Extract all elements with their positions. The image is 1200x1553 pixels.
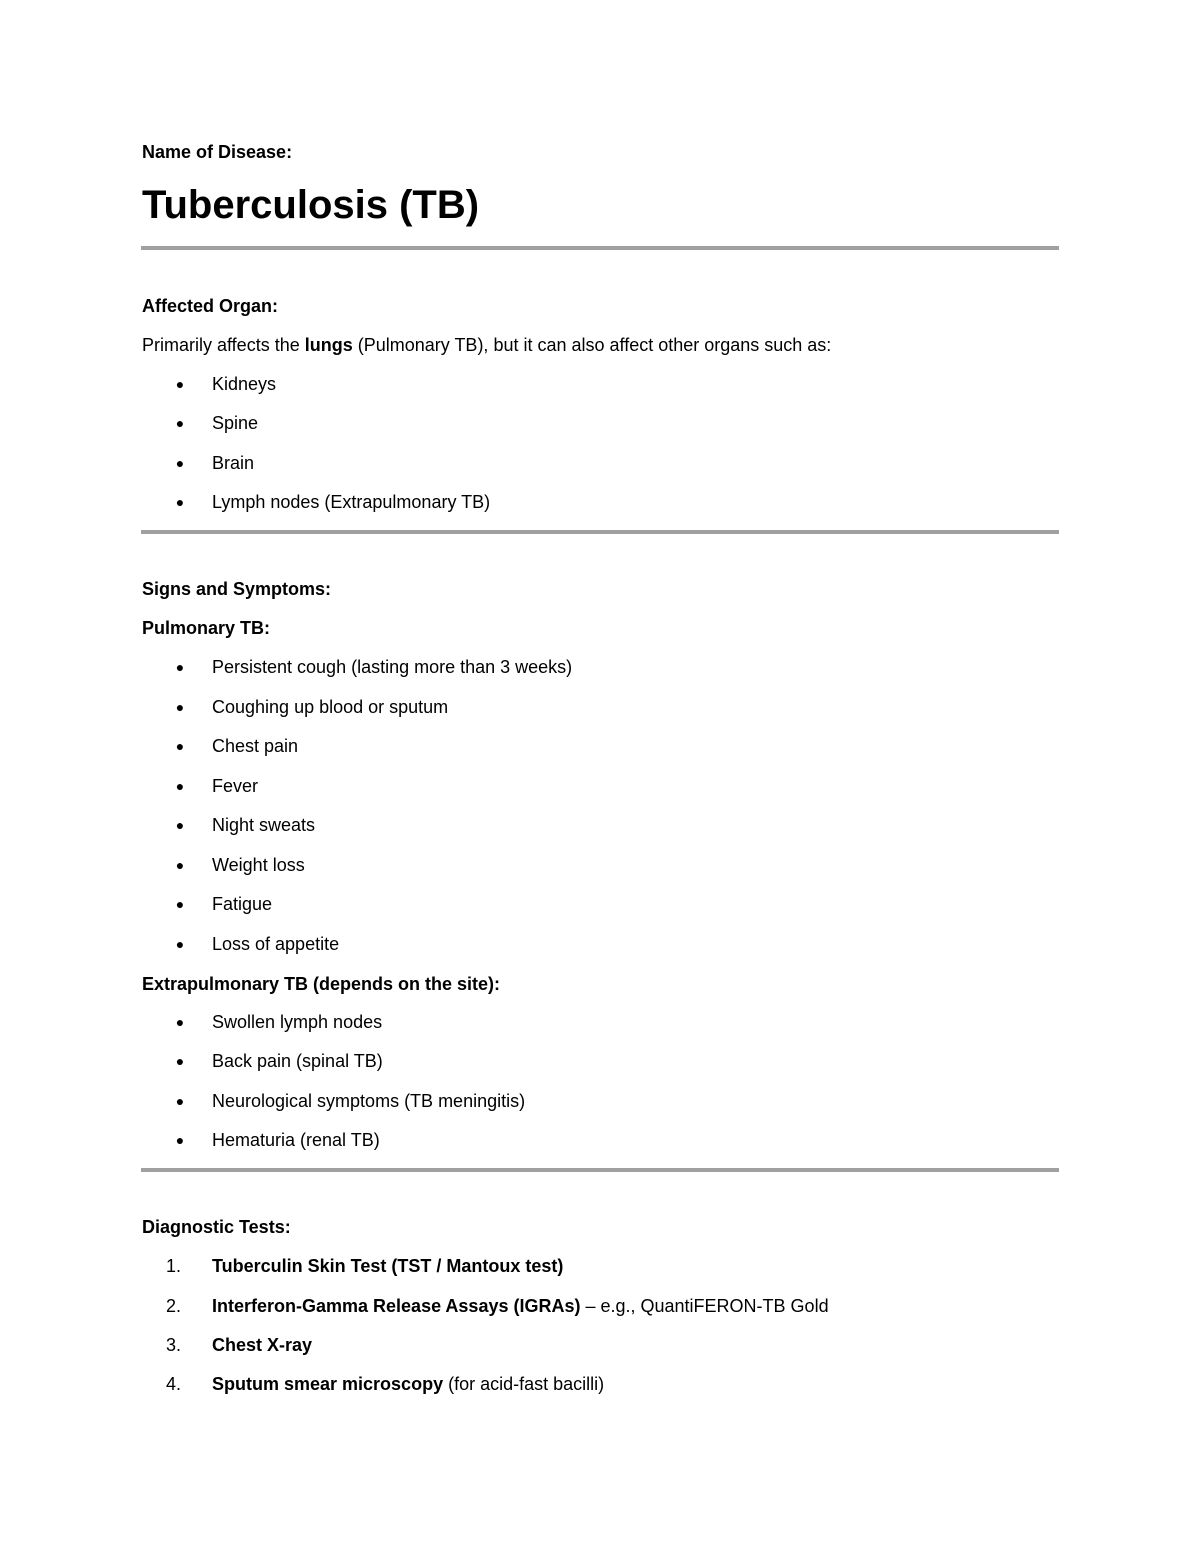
list-item-text: Coughing up blood or sputum xyxy=(212,697,449,717)
intro-text-pre: Primarily affects the xyxy=(142,335,305,355)
item-number: 4. xyxy=(166,1374,182,1394)
list-item-text: Kidneys xyxy=(212,374,277,394)
item-bold-text: Chest X-ray xyxy=(212,1335,313,1355)
list-item-text: Weight loss xyxy=(212,855,305,875)
list-item-text: Loss of appetite xyxy=(212,934,340,954)
item-bold-text: Sputum smear microscopy xyxy=(212,1374,444,1394)
extrapulmonary-label: Extrapulmonary TB (depends on the site): xyxy=(142,974,501,994)
intro-text-bold: lungs xyxy=(304,335,353,355)
list-item-text: Brain xyxy=(212,453,255,473)
disease-label: Name of Disease: xyxy=(142,142,293,162)
list-item-text: Lymph nodes (Extrapulmonary TB) xyxy=(212,492,491,512)
section-divider xyxy=(141,1168,1059,1172)
signs-label: Signs and Symptoms: xyxy=(142,579,332,599)
numbered-item-text xyxy=(212,1295,829,1317)
bullet-icon: ● xyxy=(175,1053,185,1069)
numbered-item-text xyxy=(212,1334,312,1356)
bullet-icon: ● xyxy=(175,415,185,431)
bullet-icon: ● xyxy=(175,659,185,675)
bullet-icon: ● xyxy=(175,376,185,392)
bullet-icon: ● xyxy=(175,1132,185,1148)
list-item-text: Fatigue xyxy=(212,894,273,914)
list-item-text: Spine xyxy=(212,413,259,433)
list-item-text: Back pain (spinal TB) xyxy=(212,1051,383,1071)
item-number: 2. xyxy=(166,1296,182,1316)
item-number: 1. xyxy=(166,1256,182,1276)
list-item-text: Fever xyxy=(212,776,259,796)
item-bold-text: Interferon-Gamma Release Assays (IGRAs) xyxy=(212,1296,581,1316)
affected-organ-intro xyxy=(142,334,831,356)
bullet-icon: ● xyxy=(175,494,185,510)
pulmonary-label: Pulmonary TB: xyxy=(142,618,271,638)
numbered-item-text xyxy=(212,1255,563,1277)
list-item-text: Swollen lymph nodes xyxy=(212,1012,383,1032)
affected-organ-label: Affected Organ: xyxy=(142,296,279,316)
item-rest-text: (for acid-fast bacilli) xyxy=(443,1374,605,1394)
diagnostics-label: Diagnostic Tests: xyxy=(142,1217,291,1237)
item-rest-text: – e.g., QuantiFERON-TB Gold xyxy=(580,1296,829,1316)
bullet-icon: ● xyxy=(175,778,185,794)
bullet-icon: ● xyxy=(175,936,185,952)
intro-text-post: (Pulmonary TB), but it can also affect other organs such as: xyxy=(352,335,832,355)
list-item-text: Neurological symptoms (TB meningitis) xyxy=(212,1091,526,1111)
disease-title: Tuberculosis (TB) xyxy=(142,183,480,227)
list-item-text: Night sweats xyxy=(212,815,316,835)
bullet-icon: ● xyxy=(175,817,185,833)
numbered-item-text xyxy=(212,1373,604,1395)
item-bold-text: Tuberculin Skin Test (TST / Mantoux test) xyxy=(212,1256,564,1276)
list-item-text: Hematuria (renal TB) xyxy=(212,1130,380,1150)
item-number: 3. xyxy=(166,1335,182,1355)
section-divider xyxy=(141,246,1059,250)
bullet-icon: ● xyxy=(175,857,185,873)
bullet-icon: ● xyxy=(175,738,185,754)
bullet-icon: ● xyxy=(175,1014,185,1030)
section-divider xyxy=(141,530,1059,534)
bullet-icon: ● xyxy=(175,455,185,471)
bullet-icon: ● xyxy=(175,699,185,715)
bullet-icon: ● xyxy=(175,1093,185,1109)
bullet-icon: ● xyxy=(175,896,185,912)
list-item-text: Persistent cough (lasting more than 3 weeks) xyxy=(212,657,573,677)
list-item-text: Chest pain xyxy=(212,736,299,756)
